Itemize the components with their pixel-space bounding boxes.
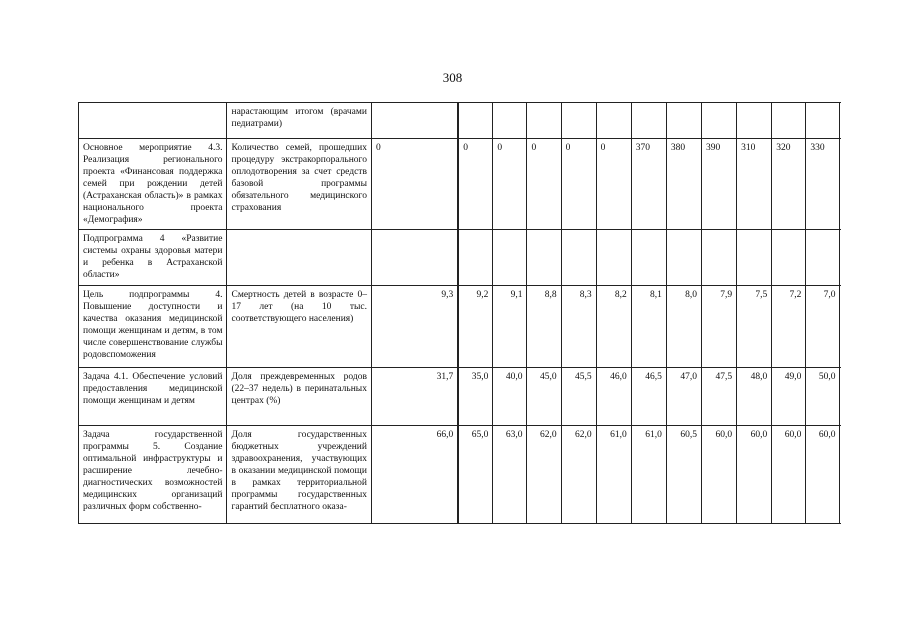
row-value-cell [702, 230, 737, 286]
row-indicator-cell: Количество семей, прошедших процедуру экстракорпорального оплодотворения за счет средств базовой программы обязательного медицинского страхования [227, 139, 371, 230]
row-value-cell [666, 103, 701, 139]
row-value-cell [459, 230, 493, 286]
row-value-cell: 62,0 [527, 426, 561, 524]
row-value-cell: 330 [806, 139, 840, 230]
row-value-cell: 65,0 [459, 426, 493, 524]
row-value-cell: 60,0 [702, 426, 737, 524]
row-value-cell: 9,3 [371, 286, 457, 368]
row-value-cell [806, 230, 840, 286]
row-value-cell: 7,2 [772, 286, 806, 368]
row-value-cell [493, 230, 527, 286]
row-value-cell [631, 230, 666, 286]
row-value-cell: 0 [561, 139, 596, 230]
row-value-cell: 40,0 [493, 368, 527, 426]
row-item-cell: Задача государственной программы 5. Создание оптимальной инфраструктуры и расширение лечебно-диагностических возможностей медицинских организаций различных форм собственно- [79, 426, 227, 524]
row-value-cell [631, 103, 666, 139]
row-value-cell [459, 103, 493, 139]
row-value-cell [702, 103, 737, 139]
row-value-cell: 47,0 [666, 368, 701, 426]
row-value-cell: 0 [527, 139, 561, 230]
row-value-cell: 35,0 [459, 368, 493, 426]
row-value-cell: 380 [666, 139, 701, 230]
row-value-cell: 62,0 [561, 426, 596, 524]
row-value-cell: 48,0 [737, 368, 772, 426]
row-value-cell: 60,0 [772, 426, 806, 524]
row-value-cell [772, 103, 806, 139]
row-value-cell: 0 [596, 139, 631, 230]
row-value-cell [840, 426, 841, 524]
row-value-cell [371, 103, 457, 139]
table-row [79, 230, 842, 286]
row-value-cell: 45,5 [561, 368, 596, 426]
row-value-cell: 8,3 [561, 286, 596, 368]
row-value-cell: 61,0 [631, 426, 666, 524]
row-value-cell: 63,0 [493, 426, 527, 524]
row-indicator-cell [227, 230, 371, 286]
table-row [79, 139, 842, 230]
row-value-cell: 47,5 [702, 368, 737, 426]
row-value-cell [666, 230, 701, 286]
row-value-cell: 66,0 [371, 426, 457, 524]
table-row [79, 368, 842, 426]
row-indicator-cell: Доля государственных бюджетных учреждений здравоохранения, участвующих в оказании медицинской помощи в рамках территориальной программы государственных гарантий бесплатного оказа- [227, 426, 371, 524]
row-value-cell: 0 [459, 139, 493, 230]
row-value-cell: 9,1 [493, 286, 527, 368]
row-value-cell: 60,0 [737, 426, 772, 524]
page-number: 308 [442, 70, 463, 85]
row-value-cell [840, 230, 841, 286]
row-value-cell: 61,0 [596, 426, 631, 524]
row-value-cell [737, 230, 772, 286]
row-value-cell: 8,1 [631, 286, 666, 368]
row-value-cell: 49,0 [772, 368, 806, 426]
table-row [79, 286, 842, 368]
row-value-cell: 60,0 [806, 426, 840, 524]
row-value-cell: 60,5 [666, 426, 701, 524]
row-value-cell: 310 [737, 139, 772, 230]
table-body [79, 103, 842, 524]
row-value-cell: 390 [702, 139, 737, 230]
row-value-cell [840, 286, 841, 368]
row-indicator-cell: Смертность детей в возрасте 0–17 лет (на 10 тыс. соответствующего населения) [227, 286, 371, 368]
row-value-cell: 7,5 [737, 286, 772, 368]
row-value-cell: 8,0 [666, 286, 701, 368]
row-value-cell: 9,2 [459, 286, 493, 368]
row-value-cell [806, 103, 840, 139]
row-indicator-cell: нарастающим итогом (врачами педиатрами) [227, 103, 371, 139]
row-item-cell: Цель подпрограммы 4. Повышение доступности и качества оказания медицинской помощи женщинам и детям, в том числе совершенствование службы родовспоможения [79, 286, 227, 368]
row-value-cell: 0 [371, 139, 457, 230]
row-value-cell: 8,2 [596, 286, 631, 368]
row-value-cell: 370 [631, 139, 666, 230]
row-value-cell [561, 103, 596, 139]
row-item-cell: Основное мероприятие 4.3. Реализация регионального проекта «Финансовая поддержка семей при рождении детей (Астраханская область)» в рамках национального проекта «Демография» [79, 139, 227, 230]
row-value-cell: 8,8 [527, 286, 561, 368]
row-value-cell: 50,0 [806, 368, 840, 426]
row-value-cell [737, 103, 772, 139]
table-row [79, 103, 842, 139]
row-value-cell: 45,0 [527, 368, 561, 426]
row-value-cell [371, 230, 457, 286]
row-value-cell [596, 230, 631, 286]
row-value-cell [840, 103, 841, 139]
row-value-cell: 7,0 [806, 286, 840, 368]
indicators-table [78, 102, 841, 524]
row-value-cell [527, 230, 561, 286]
row-indicator-cell: Доля преждевременных родов (22–37 недель) в перинатальных центрах (%) [227, 368, 371, 426]
row-value-cell [561, 230, 596, 286]
row-value-cell: 46,0 [596, 368, 631, 426]
row-value-cell: 46,5 [631, 368, 666, 426]
row-value-cell [840, 368, 841, 426]
row-value-cell [493, 103, 527, 139]
row-item-cell: Подпрограмма 4 «Развитие системы охраны здоровья матери и ребенка в Астраханской области» [79, 230, 227, 286]
row-item-cell: Задача 4.1. Обеспечение условий предоставления медицинской помощи женщинам и детям [79, 368, 227, 426]
row-value-cell [840, 139, 841, 230]
table-row [79, 426, 842, 524]
row-value-cell [596, 103, 631, 139]
row-value-cell: 0 [493, 139, 527, 230]
row-value-cell: 320 [772, 139, 806, 230]
row-value-cell [527, 103, 561, 139]
row-value-cell [772, 230, 806, 286]
row-value-cell: 7,9 [702, 286, 737, 368]
row-value-cell: 31,7 [371, 368, 457, 426]
row-item-cell [79, 103, 227, 139]
